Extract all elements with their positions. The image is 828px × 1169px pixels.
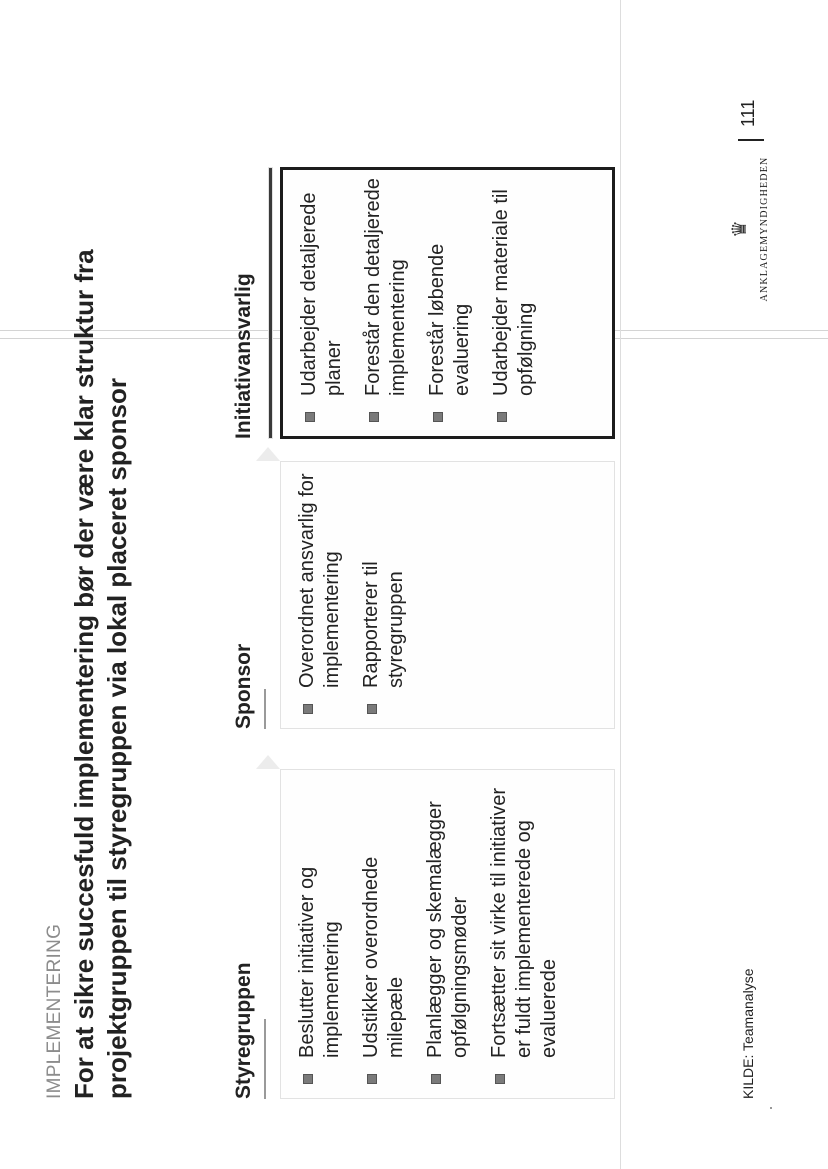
item-text: Udstikker overordnede milepæle xyxy=(360,856,407,1058)
bullet-icon xyxy=(433,412,443,422)
list-item xyxy=(361,178,411,422)
page-number: 111 xyxy=(738,99,758,127)
bullet-icon xyxy=(367,704,377,714)
column-underline xyxy=(264,689,266,729)
list-item xyxy=(423,778,473,1084)
list-item xyxy=(359,470,409,714)
crown-icon: ♛ xyxy=(729,220,751,238)
item-text: Forestår løbende evaluering xyxy=(426,243,473,396)
column-box-styregruppen xyxy=(280,769,615,1099)
item-list xyxy=(295,778,576,1084)
list-item xyxy=(295,470,345,714)
column-header-rule xyxy=(268,167,273,439)
item-text: Fortsætter sit virke til initiativer er fuldt implementerede og evaluerede xyxy=(488,787,560,1058)
item-text: Udarbejder materiale til opfølgning xyxy=(490,189,537,396)
flow-arrow-icon xyxy=(256,447,280,461)
item-list xyxy=(295,470,423,714)
list-item xyxy=(425,178,475,422)
item-text: Planlægger og skemalægger opfølgningsmøder xyxy=(424,801,471,1058)
column-box-sponsor xyxy=(280,461,615,729)
bullet-icon xyxy=(367,1074,377,1084)
list-item xyxy=(295,778,345,1084)
slide-headline: For at sikre succesfuld implementering bør der være klar struktur fra projektgruppen til styregruppen via lokal placeret sponsor xyxy=(69,249,132,1099)
bullet-icon xyxy=(369,412,379,422)
logo-text: ANKLAGEMYNDIGHEDEN xyxy=(759,156,770,302)
item-list xyxy=(297,178,553,422)
list-item xyxy=(297,178,347,422)
bullet-icon xyxy=(303,704,313,714)
column-title-sponsor: Sponsor xyxy=(232,643,255,729)
bullet-icon xyxy=(495,1074,505,1084)
scan-speck xyxy=(770,1107,772,1109)
item-text: Beslutter initiativer og implementering xyxy=(296,866,343,1058)
bullet-icon xyxy=(497,412,507,422)
bullet-icon xyxy=(431,1074,441,1084)
bullet-icon xyxy=(305,412,315,422)
logo xyxy=(730,119,772,339)
list-item xyxy=(489,178,539,422)
page-number-divider xyxy=(738,139,764,141)
column-title-styregruppen: Styregruppen xyxy=(232,962,255,1099)
column-title-initiativansvarlig: Initiativansvarlig xyxy=(232,273,255,439)
section-label: IMPLEMENTERING xyxy=(44,923,65,1099)
item-text: Udarbejder detaljerede planer xyxy=(298,192,345,396)
list-item xyxy=(359,778,409,1084)
item-text: Forestår den detaljerede implementering xyxy=(362,178,409,396)
column-underline xyxy=(264,1019,266,1099)
list-item xyxy=(487,778,562,1084)
flow-arrow-icon xyxy=(256,755,280,769)
item-text: Rapporterer til styregruppen xyxy=(360,561,407,688)
column-box-initiativansvarlig xyxy=(280,167,615,439)
source-note: KILDE: Teamanalyse xyxy=(740,968,756,1099)
item-text: Overordnet ansvarlig for implementering xyxy=(296,473,343,688)
bullet-icon xyxy=(303,1074,313,1084)
